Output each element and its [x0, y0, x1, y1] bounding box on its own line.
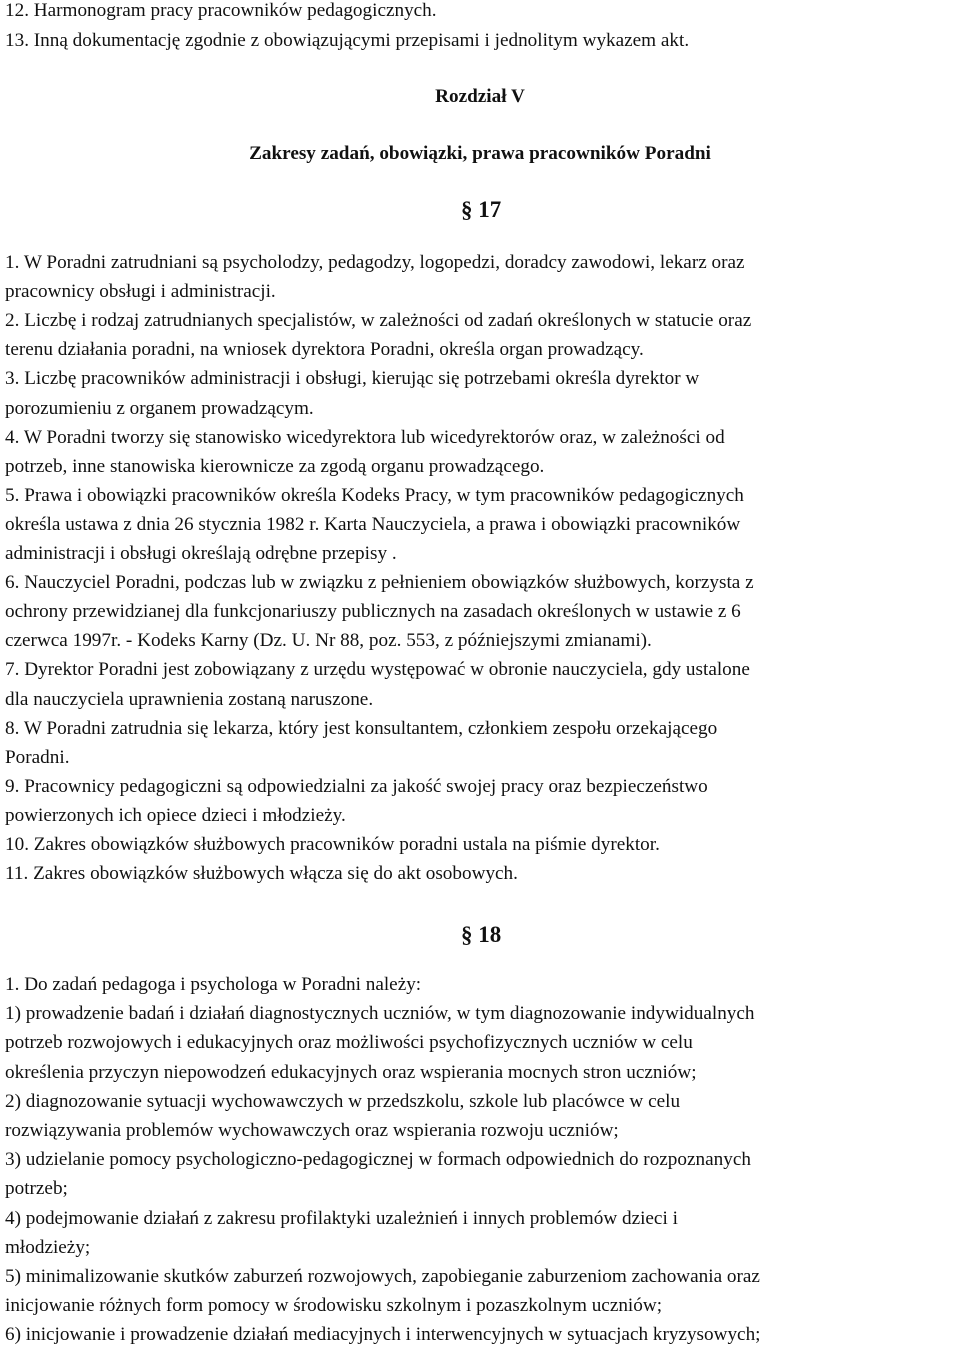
- paragraph-line: 2. Liczbę i rodzaj zatrudnianych specjalistów, w zależności od zadań określonych w statucie oraz: [5, 310, 752, 332]
- paragraph-line: młodzieży;: [5, 1236, 91, 1258]
- paragraph-line: 1. Do zadań pedagoga i psychologa w Poradni należy:: [5, 974, 422, 995]
- paragraph-line: 3. Liczbę pracowników administracji i obsługi, kierując się potrzebami określa dyrektor w: [5, 368, 700, 390]
- chapter-title: Rozdział V: [435, 86, 525, 107]
- paragraph-line: rozwiązywania problemów wychowawczych oraz wspierania rozwoju uczniów;: [5, 1120, 619, 1141]
- paragraph-line: potrzeb, inne stanowiska kierownicze za zgodą organu prowadzącego.: [5, 455, 545, 477]
- paragraph-line: określa ustawa z dnia 26 stycznia 1982 r. Karta Nauczyciela, a prawa i obowiązki pracowników: [5, 513, 741, 535]
- paragraph-line: dla nauczyciela uprawnienia zostaną naruszone.: [5, 688, 374, 710]
- paragraph-line: 10. Zakres obowiązków służbowych pracowników poradni ustala na piśmie dyrektor.: [5, 834, 660, 855]
- paragraph-line: Poradni.: [5, 746, 70, 768]
- paragraph-line: 3) udzielanie pomocy psychologiczno-pedagogicznej w formach odpowiednich do rozpoznanych: [5, 1149, 751, 1171]
- paragraph-line: 1) prowadzenie badań i działań diagnostycznych uczniów, w tym diagnozowanie indywidualnych: [5, 1003, 755, 1025]
- paragraph-line: 11. Zakres obowiązków służbowych włącza się do akt osobowych.: [5, 863, 518, 885]
- paragraph-line: 6. Nauczyciel Poradni, podczas lub w związku z pełnieniem obowiązków służbowych, korzysta z: [5, 572, 754, 594]
- section-17-heading: § 17: [461, 197, 502, 222]
- text-line: 12. Harmonogram pracy pracowników pedagogicznych.: [5, 0, 437, 21]
- paragraph-line: 5) minimalizowanie skutków zaburzeń rozwojowych, zapobieganie zaburzeniom zachowania oraz: [5, 1266, 760, 1287]
- paragraph-line: pracownicy obsługi i administracji.: [5, 281, 276, 303]
- paragraph-line: 7. Dyrektor Poradni jest zobowiązany z urzędu występować w obronie nauczyciela, gdy ustalone: [5, 659, 750, 681]
- paragraph-line: 2) diagnozowanie sytuacji wychowawczych w przedszkolu, szkole lub placówce w celu: [5, 1090, 681, 1112]
- paragraph-line: ochrony przewidzianej dla funkcjonariuszy publicznych na zasadach określonych w ustawie z 6: [5, 601, 741, 623]
- paragraph-line: powierzonych ich opiece dzieci i młodzieży.: [5, 804, 346, 826]
- section-18-heading: § 18: [461, 922, 502, 947]
- paragraph-line: terenu działania poradni, na wniosek dyrektora Poradni, określa organ prowadzący.: [5, 339, 644, 361]
- paragraph-line: potrzeb rozwojowych i edukacyjnych oraz możliwości psychofizycznych uczniów w celu: [5, 1032, 693, 1054]
- paragraph-line: inicjowanie różnych form pomocy w środowisku szkolnym i pozaszkolnym uczniów;: [5, 1295, 663, 1317]
- chapter-subtitle: Zakresy zadań, obowiązki, prawa pracowników Poradni: [249, 143, 711, 164]
- paragraph-line: określenia przyczyn niepowodzeń edukacyjnych oraz wspierania mocnych stron uczniów;: [5, 1061, 697, 1083]
- text-line: 13. Inną dokumentację zgodnie z obowiązującymi przepisami i jednolitym wykazem akt.: [5, 29, 690, 51]
- paragraph-line: administracji i obsługi określają odrębne przepisy .: [5, 543, 397, 564]
- paragraph-line: czerwca 1997r. - Kodeks Karny (Dz. U. Nr 88, poz. 553, z późniejszymi zmianami).: [5, 630, 652, 652]
- paragraph-line: 1. W Poradni zatrudniani są psycholodzy, pedagodzy, logopedzi, doradcy zawodowi, lekarz oraz: [5, 252, 745, 273]
- paragraph-line: 6) inicjowanie i prowadzenie działań mediacyjnych i interwencyjnych w sytuacjach kryzysowych;: [5, 1324, 761, 1346]
- paragraph-line: 8. W Poradni zatrudnia się lekarza, który jest konsultantem, członkiem zespołu orzekającego: [5, 717, 718, 739]
- paragraph-line: 5. Prawa i obowiązki pracowników określa Kodeks Pracy, w tym pracowników pedagogicznych: [5, 484, 744, 506]
- paragraph-line: 9. Pracownicy pedagogiczni są odpowiedzialni za jakość swojej pracy oraz bezpieczeństwo: [5, 775, 708, 797]
- paragraph-line: porozumieniu z organem prowadzącym.: [5, 397, 314, 419]
- paragraph-line: potrzeb;: [5, 1178, 68, 1200]
- paragraph-line: 4. W Poradni tworzy się stanowisko wicedyrektora lub wicedyrektorów oraz, w zależności od: [5, 426, 725, 448]
- paragraph-line: 4) podejmowanie działań z zakresu profilaktyki uzależnień i innych problemów dzieci i: [5, 1207, 678, 1229]
